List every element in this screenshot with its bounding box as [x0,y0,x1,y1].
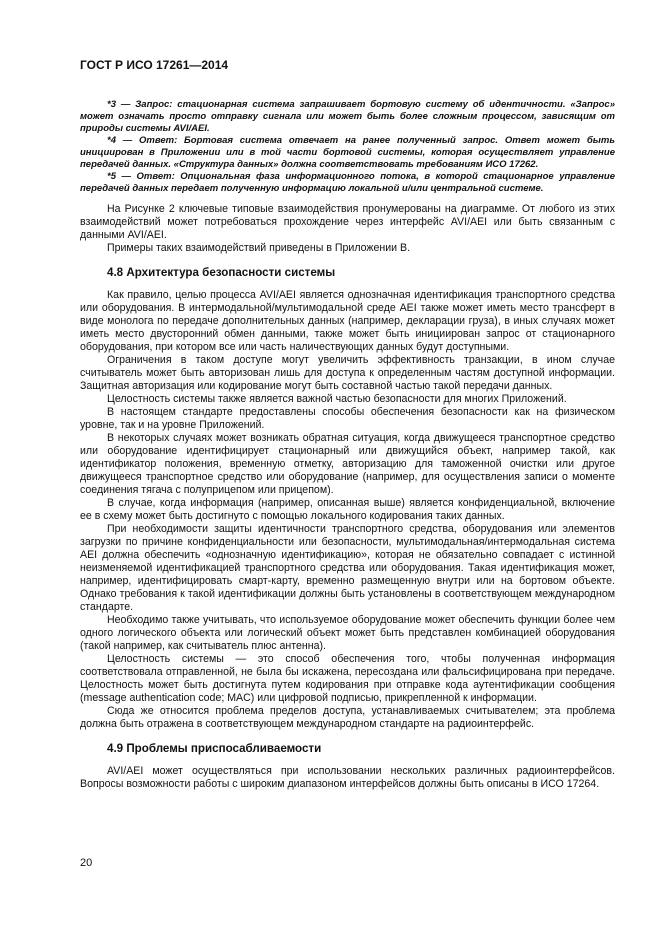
section-paragraph: Целостность системы — это способ обеспечения того, чтобы полученная информация соответствовала отправленной, не была бы искажена, пересоздана или фальсифицирована при передаче. Целостность может быть достигнута путем кодирования при отправке кода аутентификации сообщения (message authentication code; MAC) или цифровой подписью, прикрепленной к информации. [80,653,615,704]
section-paragraph: В некоторых случаях может возникать обратная ситуация, когда движущееся транспортное средство или оборудование идентифицирует стационарный или движущийся объект, например такой, как идентификатор положения, временную отметку, авторизацию для таможенной очистки или другое движущееся транспортное средство или оборудование (например, для осуществления записи о моменте соединения тягача с полуприцепом или прицепом). [80,432,615,496]
page-number: 20 [80,857,93,869]
section-paragraph: Как правило, целью процесса AVI/AEI является однозначная идентификация транспортного средства или оборудования. В интермодальной/мультимодальной среде AEI также может иметь место трансферт в виде монолога по передаче дополнительных данных (например, декларации груза), в иных случаях может иметь место двусторонний обмен данными, также может быть инициирован запрос от стационарного оборудования, при котором все или часть наличествующих данных будут доступными. [80,289,615,353]
section-paragraph: Сюда же относится проблема пределов доступа, устанавливаемых считывателем; эта проблема должна быть отражена в соответствующем международном стандарте на радиоинтерфейс. [80,705,615,730]
intro-paragraph: На Рисунке 2 ключевые типовые взаимодействия пронумерованы на диаграмме. От любого из этих взаимодействий может потребоваться прохождение через интерфейс AVI/AEI или быть связанным с данными AVI/AEI. [80,203,615,241]
section-paragraph: Ограничения в таком доступе могут увеличить эффективность транзакции, в ином случае считыватель может быть авторизован лишь для доступа к определенным частям доступной информации. Защитная авторизация или кодирование могут быть составной частью такой передачи данных. [80,354,615,392]
document-page [80,58,615,791]
section-paragraph: Необходимо также учитывать, что используемое оборудование может обеспечить функции более чем одного логического объекта или логический объект может быть представлен комбинацией оборудования (такой например, как считыватель плюс антенна). [80,614,615,652]
section-heading-4-9: 4.9 Проблемы приспосабливаемости [107,742,322,755]
section-paragraph: В случае, когда информация (например, описанная выше) является конфиденциальной, включение ее в схему может быть достигнуто с помощью локального кодирования таких данных. [80,497,615,522]
document-header: ГОСТ Р ИСО 17261—2014 [80,58,229,72]
note-3: *3 — Запрос: стационарная система запрашивает бортовую систему об идентичности. «Запрос» может означать просто отправку сигнала или может быть более сложным процессом, зависящим от природы системы AVI/AEI. [80,99,615,134]
note-4: *4 — Ответ: Бортовая система отвечает на ранее полученный запрос. Ответ может быть инициирован в Приложении или в той части бортовой системы, которая осуществляет управление передачей данных. «Структура данных» должна соответствовать требованиям ИСО 17262. [80,135,615,170]
section-paragraph: В настоящем стандарте предоставлены способы обеспечения безопасности как на физическом уровне, так и на уровне Приложений. [80,406,615,431]
section-paragraph: Целостность системы также является важной частью безопасности для многих Приложений. [107,393,567,405]
intro-paragraph: Примеры таких взаимодействий приведены в Приложении В. [107,242,411,254]
section-paragraph: AVI/AEI может осуществляться при использовании нескольких различных радиоинтерфейсов. Вопросы возможности работы с широким диапазоном интерфейсов должны быть описаны в ИСО 17264. [80,765,615,790]
section-paragraph: При необходимости защиты идентичности транспортного средства, оборудования или элементов загрузки по причине конфиденциальности или безопасности, мультимодальная/интермодальная система AEI должна обеспечить «однозначную идентификацию», которая не обязательно совпадает с истинной неизменяемой идентификацией транспортного средства или оборудования. Такая идентификация может, например, идентифицировать смарт-карту, временно размещенную внутри или на бортовом объекте. Однако требования к такой идентификации должны быть установлены в соответствующем международном стандарте. [80,523,615,613]
section-heading-4-8: 4.8 Архитектура безопасности системы [107,266,336,279]
note-5: *5 — Ответ: Опциональная фаза информационного потока, в которой стационарное управление передачей данных передает полученную информацию локальной и/или центральной системе. [80,171,615,194]
figure-notes [80,99,615,195]
